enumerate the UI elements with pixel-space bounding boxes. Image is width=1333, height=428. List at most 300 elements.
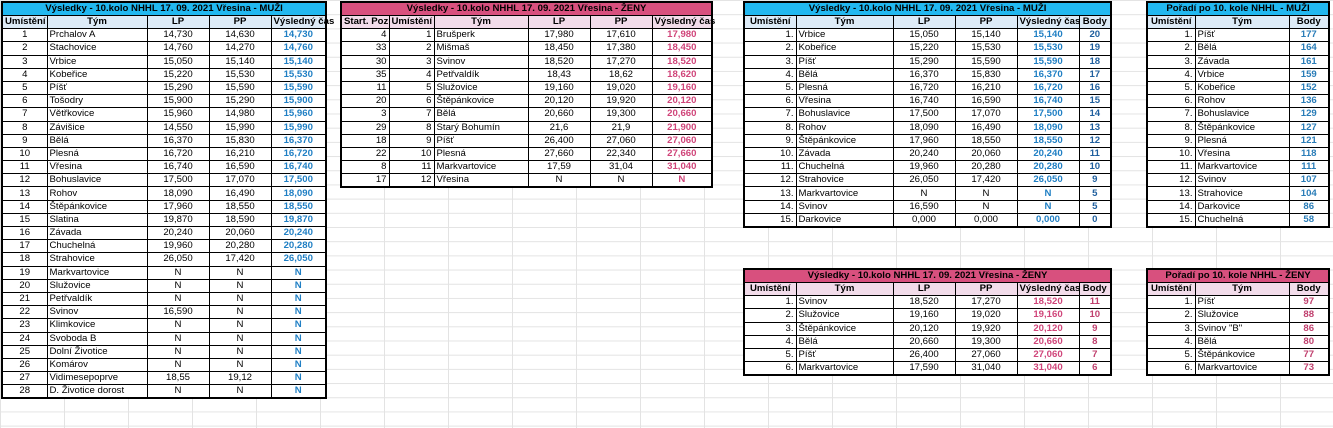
- table-cell: 16,590: [893, 200, 955, 213]
- table-cell: 16,370: [147, 134, 209, 147]
- table-row: [341, 134, 712, 147]
- table-cell: 15,960: [271, 108, 326, 121]
- table-cell: N: [271, 345, 326, 358]
- table-cell: 23: [2, 319, 47, 332]
- women-results-header-row: [341, 16, 712, 29]
- table-cell: 31,040: [652, 161, 712, 174]
- table-cell: 21,6: [528, 121, 590, 134]
- table-cell: 16,590: [955, 95, 1017, 108]
- table-cell: Klimkovice: [47, 319, 147, 332]
- table-cell: 15,530: [1017, 42, 1079, 55]
- table-cell: 17,500: [893, 108, 955, 121]
- table-cell: 5: [389, 81, 434, 94]
- table-cell: N: [209, 358, 271, 371]
- table-cell: Tošodry: [47, 95, 147, 108]
- table-cell: N: [893, 187, 955, 200]
- table-cell: 20,240: [1017, 147, 1079, 160]
- table-cell: N: [271, 372, 326, 385]
- table-row: [744, 348, 1111, 361]
- table-cell: 18,55: [147, 372, 209, 385]
- table-cell: 1.: [1147, 296, 1195, 309]
- table-cell: Plesná: [796, 81, 893, 94]
- table-cell: 1.: [1147, 29, 1195, 42]
- table-cell: N: [209, 332, 271, 345]
- table-cell: 2: [2, 42, 47, 55]
- column-header: LP: [893, 283, 955, 296]
- table-row: [744, 55, 1111, 68]
- table-cell: 26,050: [893, 174, 955, 187]
- table-cell: N: [147, 266, 209, 279]
- table-row: [341, 121, 712, 134]
- table-cell: 20: [1079, 29, 1111, 42]
- table-cell: Svinov: [796, 296, 893, 309]
- table-row: [341, 161, 712, 174]
- table-cell: 18,62: [590, 68, 652, 81]
- men-results-title: Výsledky - 10.kolo NHHL 17. 09. 2021 Vřesina - MUŽI: [2, 2, 326, 16]
- men-standings-table: [1146, 1, 1330, 228]
- table-cell: 16,740: [147, 161, 209, 174]
- table-cell: Petřvaldík: [47, 292, 147, 305]
- table-cell: 18,090: [893, 121, 955, 134]
- table-cell: Píšť: [796, 55, 893, 68]
- table-cell: 15,290: [147, 81, 209, 94]
- table-row: [1147, 161, 1329, 174]
- table-cell: 10: [389, 147, 434, 160]
- table-cell: Bělá: [796, 68, 893, 81]
- table-cell: 86: [1289, 322, 1329, 335]
- table-cell: N: [271, 385, 326, 399]
- table-cell: 17,420: [955, 174, 1017, 187]
- column-header: Body: [1079, 283, 1111, 296]
- table-cell: 28: [2, 385, 47, 399]
- table-cell: Markvartovice: [1195, 362, 1289, 376]
- table-cell: N: [271, 332, 326, 345]
- table-cell: 15,220: [147, 68, 209, 81]
- table-cell: 127: [1289, 121, 1329, 134]
- table-cell: 18,550: [955, 134, 1017, 147]
- table-cell: 27,060: [955, 348, 1017, 361]
- table-cell: Svinov: [1195, 174, 1289, 187]
- table-cell: 6.: [744, 362, 796, 376]
- table-row: [1147, 55, 1329, 68]
- men-standings-header-row: [1147, 16, 1329, 29]
- table-cell: 3.: [1147, 55, 1195, 68]
- table-cell: 18,550: [209, 200, 271, 213]
- table-cell: Píšť: [1195, 296, 1289, 309]
- table-row: [341, 147, 712, 160]
- table-cell: 20: [341, 95, 389, 108]
- table-cell: 30: [341, 55, 389, 68]
- table-cell: 18,450: [652, 42, 712, 55]
- table-cell: Bělá: [434, 108, 528, 121]
- table-cell: 107: [1289, 174, 1329, 187]
- table-cell: 16,490: [209, 187, 271, 200]
- table-cell: Stachovice: [47, 42, 147, 55]
- table-cell: 20,120: [652, 95, 712, 108]
- table-cell: 19,300: [590, 108, 652, 121]
- table-cell: 15,140: [271, 55, 326, 68]
- table-cell: 17,980: [652, 29, 712, 42]
- table-cell: 104: [1289, 187, 1329, 200]
- table-cell: 18: [1079, 55, 1111, 68]
- table-cell: Závada: [47, 227, 147, 240]
- table-cell: Bohuslavice: [47, 174, 147, 187]
- table-row: [2, 81, 326, 94]
- table-row: [1147, 187, 1329, 200]
- table-cell: 26,400: [893, 348, 955, 361]
- table-cell: 17,270: [590, 55, 652, 68]
- table-cell: 16,590: [209, 161, 271, 174]
- men-points-header-row: [744, 16, 1111, 29]
- table-cell: 15,290: [209, 95, 271, 108]
- table-row: [744, 68, 1111, 81]
- column-header: Umístění: [2, 16, 47, 29]
- table-row: [744, 309, 1111, 322]
- table-cell: 15,960: [147, 108, 209, 121]
- table-cell: 14,270: [209, 42, 271, 55]
- table-cell: 17: [341, 174, 389, 188]
- table-cell: 19,920: [590, 95, 652, 108]
- table-cell: 2.: [744, 309, 796, 322]
- table-cell: Vrbice: [1195, 68, 1289, 81]
- table-cell: 2.: [1147, 309, 1195, 322]
- table-row: [2, 121, 326, 134]
- table-cell: Prchalov A: [47, 29, 147, 42]
- column-header: Tým: [796, 16, 893, 29]
- table-cell: 14,730: [271, 29, 326, 42]
- table-cell: Markvartovice: [1195, 161, 1289, 174]
- table-cell: 15: [2, 213, 47, 226]
- table-cell: 19,160: [1017, 309, 1079, 322]
- table-cell: N: [955, 187, 1017, 200]
- table-row: [2, 187, 326, 200]
- table-cell: 16,210: [955, 81, 1017, 94]
- women-points-title: Výsledky - 10.kolo NHHL 17. 09. 2021 Vřesina - ŽENY: [744, 269, 1111, 283]
- table-cell: Služovice: [47, 279, 147, 292]
- table-cell: 1: [2, 29, 47, 42]
- table-cell: Závada: [796, 147, 893, 160]
- table-row: [744, 108, 1111, 121]
- table-cell: Bělá: [796, 335, 893, 348]
- table-cell: 8.: [1147, 121, 1195, 134]
- table-cell: Služovice: [796, 309, 893, 322]
- table-cell: 77: [1289, 348, 1329, 361]
- table-cell: Chuchelná: [47, 240, 147, 253]
- table-row: [744, 200, 1111, 213]
- table-cell: 26,050: [271, 253, 326, 266]
- table-cell: Bohuslavice: [796, 108, 893, 121]
- table-cell: 14,760: [271, 42, 326, 55]
- table-cell: 19,160: [528, 81, 590, 94]
- table-cell: 18,590: [209, 213, 271, 226]
- table-cell: 118: [1289, 147, 1329, 160]
- table-cell: 16,720: [271, 147, 326, 160]
- table-row: [744, 121, 1111, 134]
- table-row: [341, 174, 712, 188]
- table-cell: Svinov "B": [1195, 322, 1289, 335]
- table-cell: 13.: [744, 187, 796, 200]
- table-row: [2, 240, 326, 253]
- table-cell: 27,060: [652, 134, 712, 147]
- table-cell: Chuchelná: [796, 161, 893, 174]
- table-cell: 11.: [1147, 161, 1195, 174]
- table-cell: 17,500: [147, 174, 209, 187]
- table-cell: 15,530: [955, 42, 1017, 55]
- table-row: [2, 95, 326, 108]
- table-cell: 19,020: [955, 309, 1017, 322]
- table-cell: 164: [1289, 42, 1329, 55]
- table-cell: 20,280: [955, 161, 1017, 174]
- table-cell: N: [652, 174, 712, 188]
- table-row: [744, 147, 1111, 160]
- table-cell: 3.: [744, 322, 796, 335]
- table-cell: 15: [1079, 95, 1111, 108]
- table-cell: 17: [2, 240, 47, 253]
- table-cell: 17,590: [893, 362, 955, 376]
- table-cell: Markvartovice: [796, 187, 893, 200]
- column-header: Tým: [796, 283, 893, 296]
- table-row: [2, 108, 326, 121]
- table-cell: 86: [1289, 200, 1329, 213]
- table-cell: Píšť: [434, 134, 528, 147]
- table-cell: Štěpánkovice: [796, 322, 893, 335]
- table-cell: 9.: [1147, 134, 1195, 147]
- table-cell: 11.: [744, 161, 796, 174]
- table-cell: Strahovice: [1195, 187, 1289, 200]
- table-cell: N: [147, 279, 209, 292]
- table-row: [744, 335, 1111, 348]
- column-header: PP: [590, 16, 652, 29]
- table-cell: 15,590: [209, 81, 271, 94]
- women-standings-table: [1146, 268, 1330, 376]
- table-cell: 0,000: [893, 213, 955, 227]
- table-cell: Služovice: [434, 81, 528, 94]
- table-cell: 18,090: [147, 187, 209, 200]
- table-row: [744, 296, 1111, 309]
- table-cell: 12: [2, 174, 47, 187]
- table-cell: 9: [2, 134, 47, 147]
- table-row: [744, 362, 1111, 376]
- table-row: [341, 95, 712, 108]
- table-cell: N: [209, 385, 271, 399]
- table-cell: N: [147, 358, 209, 371]
- table-cell: 18: [2, 253, 47, 266]
- table-cell: Píšť: [47, 81, 147, 94]
- table-cell: N: [1017, 187, 1079, 200]
- table-row: [1147, 81, 1329, 94]
- table-row: [1147, 200, 1329, 213]
- table-cell: 5.: [1147, 348, 1195, 361]
- table-cell: 27,060: [1017, 348, 1079, 361]
- women-results-table: [340, 1, 716, 188]
- table-cell: 20,240: [893, 147, 955, 160]
- table-cell: N: [955, 200, 1017, 213]
- table-cell: 20,280: [1017, 161, 1079, 174]
- table-cell: Slatina: [47, 213, 147, 226]
- table-cell: N: [590, 174, 652, 188]
- table-cell: 10.: [744, 147, 796, 160]
- table-cell: Vřesina: [434, 174, 528, 188]
- table-cell: 19,300: [955, 335, 1017, 348]
- table-cell: 3: [341, 108, 389, 121]
- table-cell: Darkovice: [1195, 200, 1289, 213]
- column-header: Výsledný čas: [1017, 16, 1079, 29]
- table-cell: 20: [2, 279, 47, 292]
- table-cell: 10: [1079, 309, 1111, 322]
- table-cell: 11: [2, 161, 47, 174]
- table-cell: 15,290: [893, 55, 955, 68]
- table-cell: 19,160: [893, 309, 955, 322]
- table-cell: 12: [1079, 134, 1111, 147]
- table-cell: 14.: [1147, 200, 1195, 213]
- table-row: [2, 266, 326, 279]
- table-row: [2, 134, 326, 147]
- table-cell: 14,630: [209, 29, 271, 42]
- column-header: Umístění: [389, 16, 434, 29]
- table-cell: 2.: [1147, 42, 1195, 55]
- table-cell: Štěpánkovice: [1195, 121, 1289, 134]
- column-header: Tým: [47, 16, 147, 29]
- table-cell: 4.: [1147, 68, 1195, 81]
- table-row: [744, 213, 1111, 227]
- table-cell: Markvartovice: [796, 362, 893, 376]
- table-row: [2, 29, 326, 42]
- table-cell: 17,500: [271, 174, 326, 187]
- table-cell: 20,240: [271, 227, 326, 240]
- table-cell: 12.: [1147, 174, 1195, 187]
- table-cell: 161: [1289, 55, 1329, 68]
- table-row: [341, 55, 712, 68]
- table-cell: 17,610: [590, 29, 652, 42]
- table-row: [2, 279, 326, 292]
- table-cell: Píšť: [1195, 29, 1289, 42]
- table-cell: N: [147, 292, 209, 305]
- table-cell: 19: [2, 266, 47, 279]
- table-cell: 8: [341, 161, 389, 174]
- men-points-table: [743, 1, 1112, 228]
- table-cell: 13: [1079, 121, 1111, 134]
- table-cell: 11: [389, 161, 434, 174]
- table-cell: 11: [1079, 147, 1111, 160]
- column-header: Body: [1079, 16, 1111, 29]
- table-cell: 20,120: [528, 95, 590, 108]
- table-cell: 18,520: [652, 55, 712, 68]
- column-header: Start. Poz: [341, 16, 389, 29]
- table-cell: Komárov: [47, 358, 147, 371]
- table-cell: 14.: [744, 200, 796, 213]
- table-cell: 14,730: [147, 29, 209, 42]
- table-row: [1147, 362, 1329, 376]
- table-cell: 16,590: [147, 306, 209, 319]
- table-cell: 15,590: [955, 55, 1017, 68]
- table-cell: N: [209, 306, 271, 319]
- column-header: Umístění: [1147, 16, 1195, 29]
- table-cell: 14,760: [147, 42, 209, 55]
- table-row: [2, 147, 326, 160]
- table-cell: Starý Bohumín: [434, 121, 528, 134]
- table-row: [2, 68, 326, 81]
- table-cell: Markvartovice: [434, 161, 528, 174]
- table-cell: 10.: [1147, 147, 1195, 160]
- table-row: [744, 29, 1111, 42]
- table-cell: 19,870: [147, 213, 209, 226]
- table-row: [2, 292, 326, 305]
- table-cell: 16,720: [147, 147, 209, 160]
- women-standings-title: Pořadí po 10. kole NHHL - ŽENY: [1147, 269, 1329, 283]
- table-cell: 11: [341, 81, 389, 94]
- table-cell: N: [147, 319, 209, 332]
- table-cell: Kobeřice: [796, 42, 893, 55]
- table-cell: 22: [2, 306, 47, 319]
- table-cell: 9: [1079, 322, 1111, 335]
- table-cell: 19,12: [209, 372, 271, 385]
- table-cell: Vrbice: [47, 55, 147, 68]
- table-cell: 9: [1079, 174, 1111, 187]
- table-cell: 4: [341, 29, 389, 42]
- table-cell: N: [271, 279, 326, 292]
- table-cell: N: [528, 174, 590, 188]
- table-cell: N: [209, 266, 271, 279]
- table-cell: Rohov: [47, 187, 147, 200]
- table-cell: Služovice: [1195, 309, 1289, 322]
- table-cell: 15,140: [955, 29, 1017, 42]
- table-cell: 17: [1079, 68, 1111, 81]
- column-header: LP: [528, 16, 590, 29]
- table-cell: 19,160: [652, 81, 712, 94]
- table-cell: 14,550: [147, 121, 209, 134]
- table-cell: 18,550: [1017, 134, 1079, 147]
- table-cell: 20,280: [209, 240, 271, 253]
- table-cell: 20,660: [528, 108, 590, 121]
- table-row: [744, 187, 1111, 200]
- table-cell: 17,960: [893, 134, 955, 147]
- table-cell: Závada: [1195, 55, 1289, 68]
- table-cell: 16: [2, 227, 47, 240]
- table-cell: 3: [2, 55, 47, 68]
- table-cell: 6: [2, 95, 47, 108]
- table-cell: 11: [1079, 296, 1111, 309]
- table-cell: 12.: [744, 174, 796, 187]
- table-cell: 16,740: [271, 161, 326, 174]
- table-cell: Závišice: [47, 121, 147, 134]
- table-cell: Markvartovice: [47, 266, 147, 279]
- table-cell: 9.: [744, 134, 796, 147]
- table-cell: 15,900: [147, 95, 209, 108]
- table-cell: 31,040: [955, 362, 1017, 376]
- table-cell: Svoboda B: [47, 332, 147, 345]
- table-cell: 16,370: [893, 68, 955, 81]
- table-cell: 20,660: [893, 335, 955, 348]
- table-cell: Brušperk: [434, 29, 528, 42]
- table-cell: N: [271, 292, 326, 305]
- table-row: [341, 81, 712, 94]
- table-cell: 18,520: [1017, 296, 1079, 309]
- column-header: Výsledný čas: [1017, 283, 1079, 296]
- table-cell: 6.: [744, 95, 796, 108]
- table-row: [1147, 147, 1329, 160]
- table-cell: 4.: [744, 335, 796, 348]
- table-cell: 129: [1289, 108, 1329, 121]
- table-cell: 97: [1289, 296, 1329, 309]
- table-cell: 26,050: [147, 253, 209, 266]
- women-results-title: Výsledky - 10.kolo NHHL 17. 09. 2021 Vřesina - ŽENY: [341, 2, 712, 16]
- table-row: [2, 55, 326, 68]
- table-cell: 18,620: [652, 68, 712, 81]
- table-cell: Vřesina: [47, 161, 147, 174]
- table-cell: 1: [389, 29, 434, 42]
- table-cell: 4: [389, 68, 434, 81]
- table-cell: N: [147, 345, 209, 358]
